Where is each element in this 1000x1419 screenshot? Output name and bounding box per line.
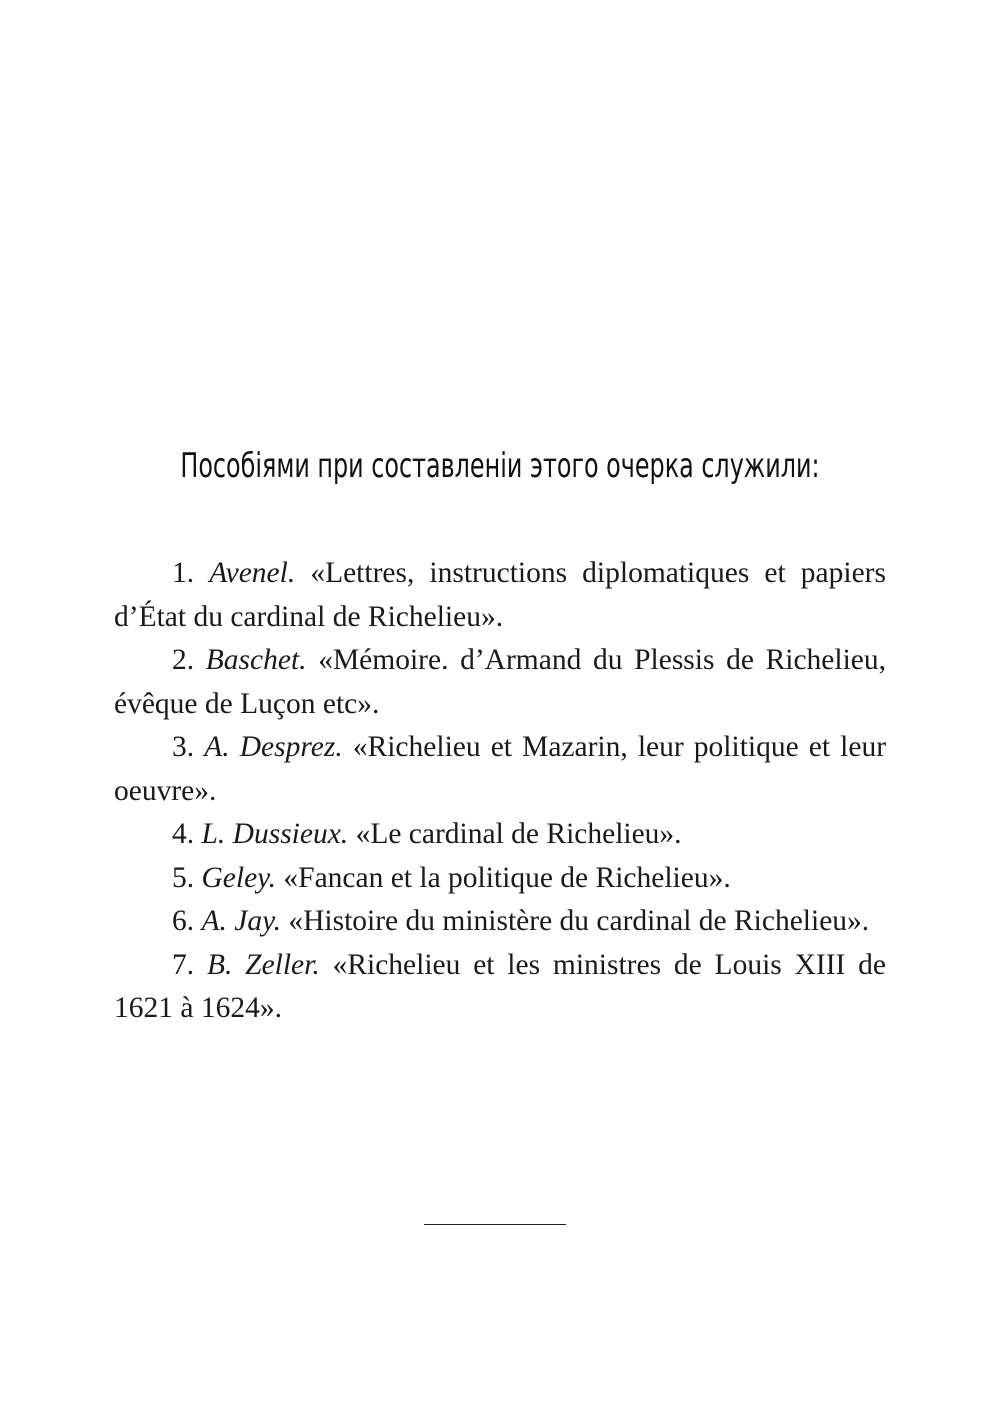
bibliography-entry — [114, 813, 886, 857]
entry-author: L. Dussieux. — [201, 818, 349, 850]
entry-number: 2. — [172, 644, 195, 676]
entry-title: «Lettres, instructions diplomatiques et papiers d’État du cardinal de Richelieu». — [114, 557, 886, 633]
entry-title: «Fancan et la politique de Richelieu». — [283, 861, 731, 894]
entry-title: «Histoire du ministère du cardinal de Richelieu». — [288, 905, 870, 937]
entry-title: «Richelieu et Mazarin, leur politique et leur oeuvre». — [114, 731, 887, 807]
entry-title: «Richelieu et les ministres de Louis XIII de 1621 à 1624». — [114, 948, 887, 1024]
entry-number: 6. — [172, 905, 195, 937]
bibliography-entry — [114, 944, 886, 1031]
entry-number: 1. — [172, 557, 195, 589]
bibliography-entry — [114, 726, 886, 813]
entry-number: 5. — [172, 861, 195, 894]
entry-author: A. Desprez. — [204, 731, 343, 763]
bibliography-entry — [114, 552, 886, 639]
entry-author: B. Zeller. — [206, 948, 320, 981]
entry-author: Geley. — [201, 861, 277, 894]
entry-number: 4. — [172, 818, 195, 850]
entry-title: «Le cardinal de Richelieu». — [355, 818, 682, 850]
section-divider — [424, 1224, 566, 1225]
entry-author: Baschet. — [205, 644, 307, 676]
entry-number: 7. — [172, 948, 195, 981]
bibliography-entry — [114, 900, 886, 944]
entry-title: «Mémoire. d’Armand du Plessis de Richelieu, évêque de Luçon etc». — [114, 644, 887, 720]
entry-author: Avenel. — [209, 557, 296, 589]
entry-number: 3. — [172, 731, 195, 763]
page-heading: Пособіями при составленіи этого очерка служили: — [180, 446, 820, 486]
bibliography-list — [114, 552, 886, 1031]
entry-author: A. Jay. — [201, 905, 281, 937]
bibliography-entry — [114, 639, 886, 726]
bibliography-entry — [114, 857, 886, 901]
